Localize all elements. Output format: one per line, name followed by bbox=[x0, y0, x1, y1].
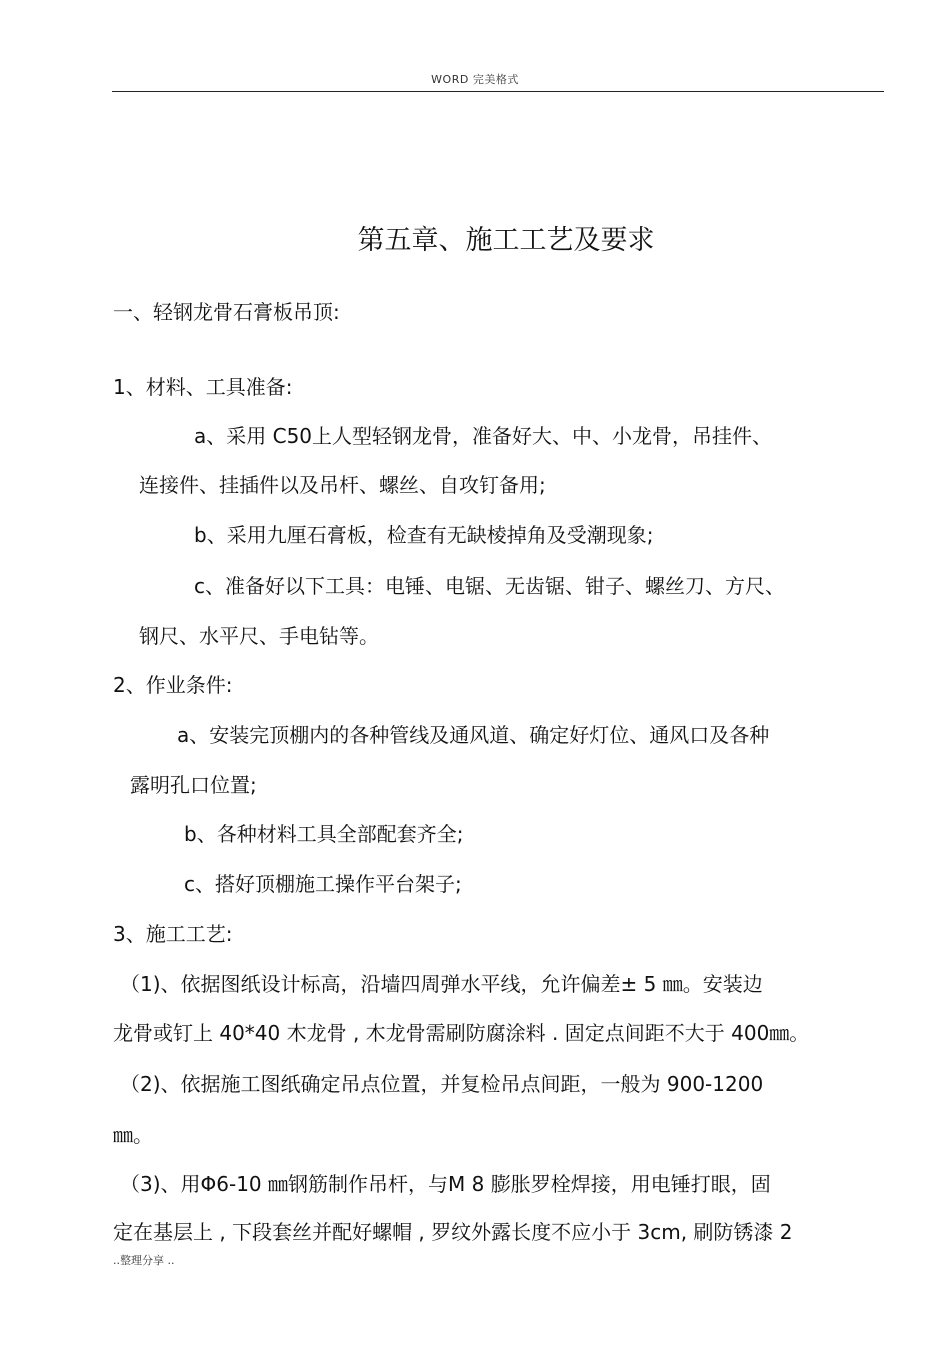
paragraph-line: b、各种材料工具全部配套齐全; bbox=[184, 822, 464, 846]
paragraph-line: 连接件、挂插件以及吊杆、螺丝、自攻钉备用; bbox=[139, 473, 546, 497]
paragraph-line: （3)、用Φ6-10 ㎜钢筋制作吊杆，与M 8 膨胀罗栓焊接，用电锤打眼，固 bbox=[120, 1172, 771, 1196]
page-footer-text: ..整理分享 .. bbox=[113, 1254, 175, 1267]
chapter-title: 第五章、施工工艺及要求 bbox=[357, 225, 655, 256]
section-heading-1: 一、轻钢龙骨石膏板吊顶: bbox=[113, 300, 340, 324]
paragraph-line: a、安装完顶棚内的各种管线及通风道、确定好灯位、通风口及各种 bbox=[177, 723, 770, 747]
paragraph-line: 露明孔口位置; bbox=[130, 773, 257, 797]
paragraph-line: （1)、依据图纸设计标高，沿墙四周弹水平线，允许偏差± 5 ㎜。安装边 bbox=[120, 972, 763, 996]
subsection-heading-3: 3、施工工艺: bbox=[113, 922, 233, 946]
paragraph-line: 龙骨或钉上 40*40 木龙骨 , 木龙骨需刷防腐涂料 . 固定点间距不大于 400㎜。 bbox=[113, 1021, 810, 1045]
paragraph-line: c、搭好顶棚施工操作平台架子; bbox=[184, 872, 462, 896]
paragraph-line: （2)、依据施工图纸确定吊点位置，并复检吊点间距，一般为 900-1200 bbox=[120, 1072, 764, 1096]
paragraph-line: a、采用 C50上人型轻钢龙骨，准备好大、中、小龙骨，吊挂件、 bbox=[194, 424, 773, 448]
paragraph-line: ㎜。 bbox=[113, 1123, 153, 1147]
paragraph-line: 定在基层上 , 下段套丝并配好螺帽 , 罗纹外露长度不应小于 3cm, 刷防锈漆 2 bbox=[113, 1220, 793, 1244]
page-header-text: WORD 完美格式 bbox=[431, 73, 519, 86]
paragraph-line: c、准备好以下工具：电锤、电锯、无齿锯、钳子、螺丝刀、方尺、 bbox=[194, 574, 785, 598]
subsection-heading-2: 2、作业条件: bbox=[113, 673, 233, 697]
paragraph-line: b、采用九厘石膏板，检查有无缺棱掉角及受潮现象; bbox=[194, 523, 654, 547]
subsection-heading-1: 1、材料、工具准备: bbox=[113, 375, 293, 399]
paragraph-line: 钢尺、水平尺、手电钻等。 bbox=[139, 624, 379, 648]
header-divider bbox=[112, 91, 884, 92]
